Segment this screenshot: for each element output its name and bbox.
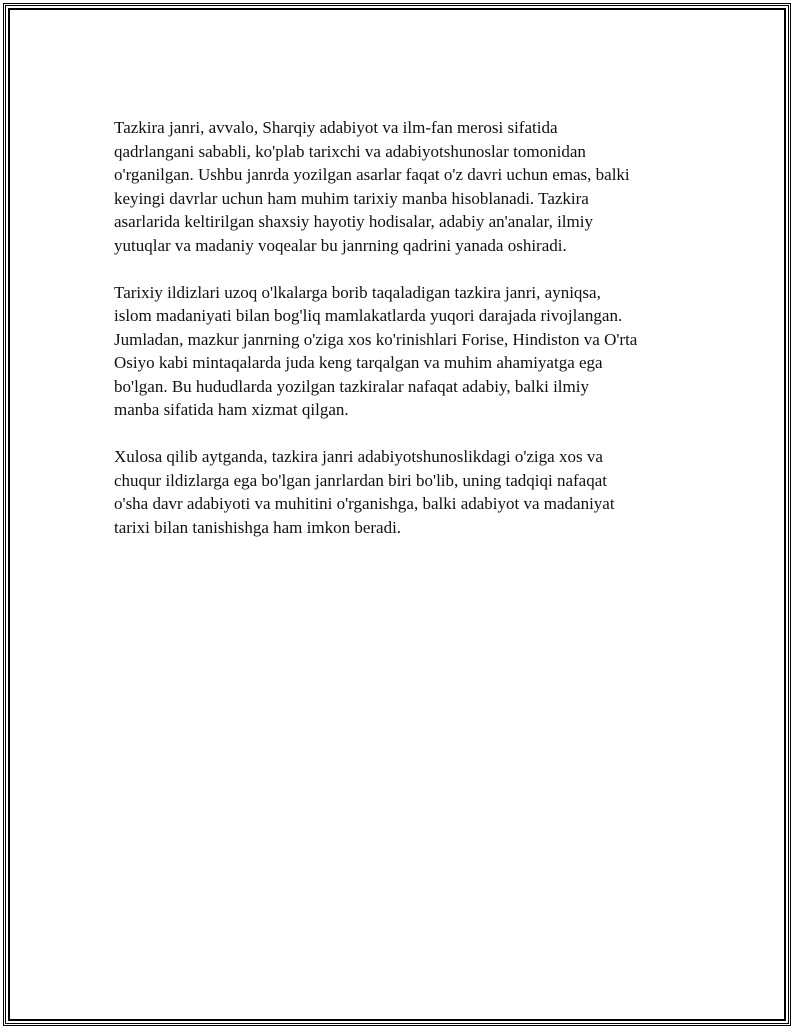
document-body [114, 116, 704, 563]
paragraph-2: Tarixiy ildizlari uzoq o'lkalarga borib taqaladigan tazkira janri, ayniqsa, islom madaniyati bilan bog'liq mamlakatlarda yuqori darajada rivojlangan. Jumladan, mazkur janrning o'ziga xos ko'rinishlari Forise, Hindiston va O'rta Osiyo kabi mintaqalarda juda keng tarqalgan va muhim ahamiyatga ega bo'lgan. Bu hududlarda yozilgan tazkiralar nafaqat adabiy, balki ilmiy manba sifatida ham xizmat qilgan. [114, 282, 638, 419]
paragraph-3: Xulosa qilib aytganda, tazkira janri adabiyotshunoslikdagi o'ziga xos va chuqur ildizlarga ega bo'lgan janrlardan biri bo'lib, uning tadqiqi nafaqat o'sha davr adabiyoti va muhitini o'rganishga, balki adabiyot va madaniyat tarixi bilan tanishishga ham imkon beradi. [114, 447, 615, 537]
paragraph-1: Tazkira janri, avvalo, Sharqiy adabiyot va ilm-fan merosi sifatida qadrlangani sababli, ko'plab tarixchi va adabiyotshunoslar tomonidan o'rganilgan. Ushbu janrda yozilgan asarlar faqat o'z davri uchun emas, balki keyingi davrlar uchun ham muhim tarixiy manba hisoblanadi. Tazkira asarlarida keltirilgan shaxsiy hayotiy hodisalar, adabiy an'analar, ilmiy yutuqlar va madaniy voqealar bu janrning qadrini yanada oshiradi. [114, 118, 630, 255]
